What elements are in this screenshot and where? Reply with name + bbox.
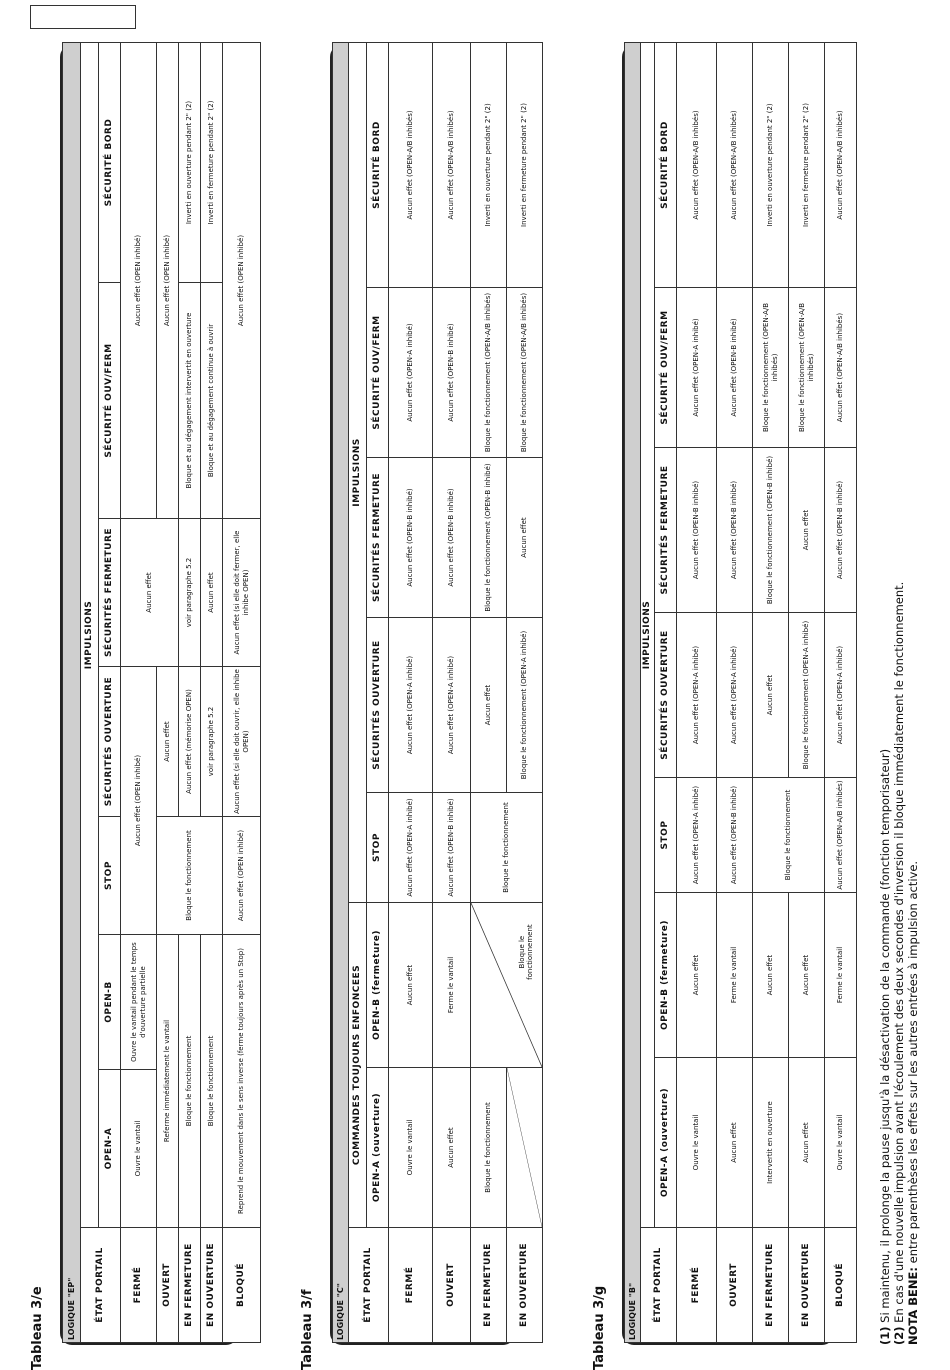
footnote-1-label: (1) [878,1326,892,1345]
cell: Aucun effet (OPEN-A/B inhibés) [677,42,717,287]
cell: Bloque le fonctionnement (OPEN-B inhibé) [471,458,507,618]
footnote-1-text: Si maintenu, il prolonge la pause jusqu'à la désactivation de la commande (fonction temporisateur) [878,748,892,1323]
cell: Aucun effet (OPEN-A inhibé) [389,618,433,793]
cell: Bloque le fonctionnement [179,935,201,1228]
header-open-b: OPEN-B [99,935,121,1070]
row-ferme: FERMÉ [121,1228,157,1343]
header-stop: STOP [655,778,677,893]
cell: Inverti en ouverture pendant 2" (2) [471,42,507,287]
table-3g-caption: Tableau 3/g [592,1285,607,1370]
cell: Bloque le fonctionnement [201,935,223,1228]
header-securites-ouverture: SÉCURITÉS OUVERTURE [99,667,121,817]
footnote-1 [878,645,892,1345]
cell: Aucun effet [201,519,223,667]
diagonal-cell [507,1068,543,1228]
cell: Aucun effet [789,1058,825,1228]
cell: Inverti en fermeture pendant 2" (2) [201,43,223,283]
cell: Inverti en fermeture pendant 2" (2) [507,42,543,287]
cell: Bloque le fonctionnement [157,817,223,935]
row-ferme: FERMÉ [389,1228,433,1343]
cell: Aucun effet (OPEN-A inhibé) [433,618,471,793]
cell: Aucun effet [433,1068,471,1228]
nota-bene-label: NOTA BENE: [906,1267,920,1345]
cell: Bloque le fonctionnement [753,778,825,893]
header-open-a: OPEN-A (ouverture) [367,1068,389,1228]
cell: Bloque le fonctionnement (OPEN-A/B inhibés) [471,288,507,458]
cell: Bloque le fonctionnement (OPEN-A/B inhibés) [753,288,789,448]
cell: Aucun effet [789,448,825,613]
header-securite-ouv-ferm: SÉCURITÉ OUV/FERM [655,288,677,448]
cell: Aucun effet (OPEN inhibé) [121,667,157,935]
cell: Aucun effet (OPEN-A/B inhibés) [825,778,857,893]
cell: Aucun effet (OPEN-B inhibé) [717,288,753,448]
logic-label: LOGIQUE "B" [625,42,641,1342]
cell: Aucun effet [471,618,507,793]
footnote-2 [892,581,906,1345]
cell: Bloque le fonctionnement (OPEN-A/B inhibés) [507,288,543,458]
cell: Aucun effet [717,1058,753,1228]
cell: Aucun effet [157,667,179,817]
header-open-b: OPEN-B (fermeture) [655,893,677,1058]
cell: Aucun effet (OPEN-A inhibé) [677,613,717,778]
cell: Aucun effet (si elle doit ouvrir, elle inhibe OPEN) [223,667,261,817]
cell: Ferme le vantail [433,903,471,1068]
cell: Aucun effet (OPEN-A inhibé) [677,778,717,893]
cell: Referme immédiatement le vantail [157,935,179,1228]
cell: Aucun effet (OPEN-B inhibé) [825,448,857,613]
table-3e-caption: Tableau 3/e [30,1286,45,1370]
cell: Ouvre le vantail [825,1058,857,1228]
cell: Aucun effet (OPEN-A inhibé) [389,288,433,458]
row-bloque: BLOQUÉ [825,1228,857,1343]
cell: Aucun effet [121,519,179,667]
header-commandes: COMMANDES TOUJOURS ENFONCEES [349,903,367,1228]
cell: Aucun effet (OPEN-B inhibé) [389,458,433,618]
cell: Aucun effet (OPEN-A inhibé) [389,793,433,903]
cell: Aucun effet (OPEN-A inhibé) [677,288,717,448]
cell: Aucun effet (OPEN-A/B inhibés) [825,288,857,448]
cell: Aucun effet [753,893,789,1058]
cell: Aucun effet (OPEN-A/B inhibés) [389,42,433,287]
nota-bene [906,645,920,1345]
row-ferme: FERMÉ [677,1228,717,1343]
header-securites-ouverture: SÉCURITÉS OUVERTURE [367,618,389,793]
row-en-ouverture: EN OUVERTURE [507,1228,543,1343]
header-securites-fermeture: SÉCURITÉS FERMETURE [99,519,121,667]
cell: Inverti en ouverture pendant 2" (2) [753,42,789,287]
cell: Aucun effet (OPEN inhibé) [157,43,179,519]
cell: Inverti en ouverture pendant 2" (2) [179,43,201,283]
cell: Ouvre le vantail pendant le temps d'ouverture partielle [121,935,157,1070]
cell: Aucun effet (OPEN-A/B inhibés) [717,42,753,287]
cell: Bloque le fonctionnement (OPEN-A inhibé) [507,618,543,793]
header-securites-fermeture: SÉCURITÉS FERMETURE [367,458,389,618]
diagonal-line [507,1068,542,1227]
row-en-ouverture: EN OUVERTURE [789,1228,825,1343]
cell: Reprend le mouvement dans le sens inverse (ferme toujours après un Stop) [223,935,261,1228]
header-etat-portail: ÉTAT PORTAIL [349,1228,389,1343]
cell: Ouvre le vantail [389,1068,433,1228]
table-3f [330,45,534,1345]
header-securite-bord: SÉCURITÉ BORD [655,42,677,287]
row-ouvert: OUVERT [157,1228,179,1343]
cell: Aucun effet (OPEN-B inhibé) [433,288,471,458]
header-securite-bord: SÉCURITÉ BORD [367,42,389,287]
cell: Aucun effet (OPEN-A/B inhibés) [433,42,471,287]
row-en-fermeture: EN FERMETURE [471,1228,507,1343]
cell: Aucun effet [677,893,717,1058]
cell: Aucun effet [507,458,543,618]
cell: Aucun effet (OPEN inhibé) [121,43,157,519]
cell: Ferme le vantail [717,893,753,1058]
header-stop: STOP [367,793,389,903]
cell: Aucun effet (OPEN-B inhibé) [433,458,471,618]
row-en-ouverture: EN OUVERTURE [201,1228,223,1343]
cell: Aucun effet (OPEN inhibé) [223,43,261,519]
table-3g [622,45,846,1345]
row-en-fermeture: EN FERMETURE [753,1228,789,1343]
cell: Aucun effet (OPEN-B inhibé) [433,793,471,903]
logic-label: LOGIQUE "EP" [63,43,81,1343]
cell: Aucun effet (OPEN inhibé) [223,817,261,935]
header-securite-ouv-ferm: SÉCURITÉ OUV/FERM [99,283,121,519]
cell: Bloque et au dégagement intervertit en ouverture [179,283,201,519]
cell: Aucun effet [753,613,789,778]
header-impulsions: IMPULSIONS [81,43,99,1228]
cell: Bloque le fonctionnement [517,924,534,980]
row-en-fermeture: EN FERMETURE [179,1228,201,1343]
footnote-2-label: (2) [892,1326,906,1345]
cell: voir paragraphe 5.2 [179,519,201,667]
cell: Aucun effet [389,903,433,1068]
cell: Aucun effet (si elle doit fermer, elle inhibe OPEN) [223,519,261,667]
cell: Aucun effet (OPEN-A/B inhibés) [825,42,857,287]
cell: Intervertit en ouverture [753,1058,789,1228]
cell: Bloque le fonctionnement (OPEN-A inhibé) [789,613,825,778]
header-securite-bord: SÉCURITÉ BORD [99,43,121,283]
nota-bene-text: entre parenthèses les effets sur les autres entrées à impulsion active. [906,860,920,1264]
row-ouvert: OUVERT [433,1228,471,1343]
header-open-a: OPEN-A [99,1070,121,1228]
table-3e [60,45,250,1345]
cell: Ouvre le vantail [121,1070,157,1228]
row-ouvert: OUVERT [717,1228,753,1343]
header-securite-ouv-ferm: SÉCURITÉ OUV/FERM [367,288,389,458]
cell: Ouvre le vantail [677,1058,717,1228]
cell: Aucun effet (mémorise OPEN) [179,667,201,817]
cell: Bloque le fonctionnement [471,1068,507,1228]
table-3f-caption: Tableau 3/f [300,1289,315,1370]
header-etat-portail: ÉTAT PORTAIL [641,1228,677,1343]
row-bloque: BLOQUÉ [223,1228,261,1343]
header-open-b: OPEN-B (fermeture) [367,903,389,1068]
cell: Bloque et au dégagement continue à ouvrir [201,283,223,519]
header-impulsions: IMPULSIONS [349,42,367,902]
logic-label: LOGIQUE "C" [333,42,349,1342]
header-impulsions: IMPULSIONS [641,42,655,1227]
cell: voir paragraphe 5.2 [201,667,223,817]
cell: Bloque le fonctionnement [471,793,543,903]
cell: Aucun effet [789,893,825,1058]
header-open-a: OPEN-A (ouverture) [655,1058,677,1228]
header-securites-fermeture: SÉCURITÉS FERMETURE [655,448,677,613]
cell: Aucun effet (OPEN-B inhibé) [717,778,753,893]
empty-top-box [30,5,136,29]
diagonal-split-cell [471,903,543,1068]
footnotes [878,581,948,1345]
cell: Aucun effet (OPEN-A inhibé) [717,613,753,778]
cell: Ferme le vantail [825,893,857,1058]
cell: Aucun effet (OPEN-B inhibé) [717,448,753,613]
cell: Inverti en fermeture pendant 2" (2) [789,42,825,287]
footnote-2-text: En cas d'une nouvelle impulsion avant l'écoulement des deux secondes d'inversion il bloque immédiatement le fonctionnement. [892,581,906,1323]
cell: Bloque le fonctionnement (OPEN-B inhibé) [753,448,789,613]
header-securites-ouverture: SÉCURITÉS OUVERTURE [655,613,677,778]
header-etat-portail: ÉTAT PORTAIL [81,1228,121,1343]
header-stop: STOP [99,817,121,935]
cell: Aucun effet (OPEN-B inhibé) [677,448,717,613]
cell: Aucun effet (OPEN-A inhibé) [825,613,857,778]
cell: Bloque le fonctionnement (OPEN-A/B inhibés) [789,288,825,448]
